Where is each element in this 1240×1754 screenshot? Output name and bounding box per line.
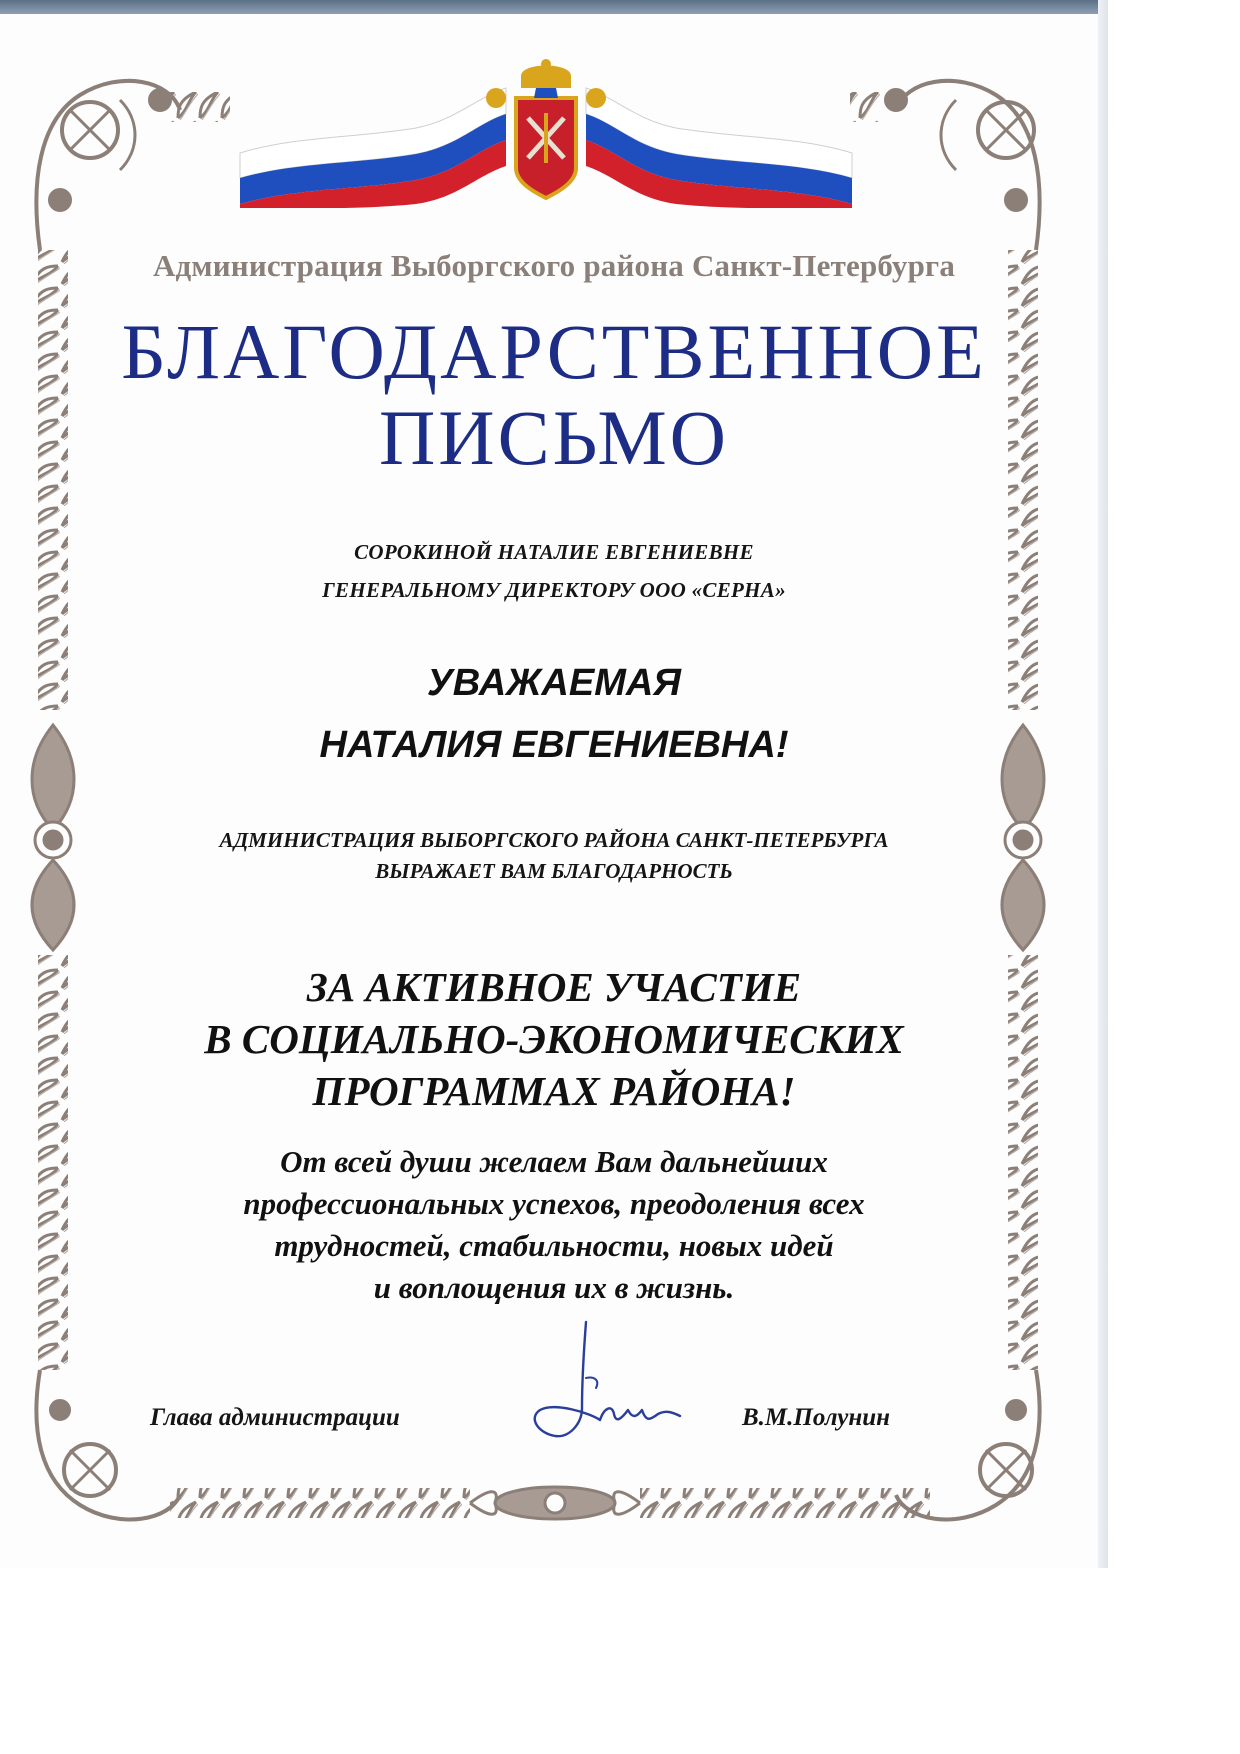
flag-ribbon-right: [586, 88, 852, 208]
coat-of-arms-emblem: [236, 58, 856, 208]
recipient-name: СОРОКИНОЙ НАТАЛИЕ ЕВГЕНИЕВНЕ: [354, 540, 754, 564]
wishes-line-1: От всей души желаем Вам дальнейших: [280, 1144, 828, 1179]
organization-header: Администрация Выборгского района Санкт-Петербурга: [152, 248, 956, 283]
signatory-position: Глава администрации: [150, 1404, 400, 1431]
frame-bottom-center-ornament: [470, 1487, 640, 1519]
greeting-line-2: НАТАЛИЯ ЕВГЕНИЕВНА!: [319, 724, 789, 766]
reason-line-3: ПРОГРАММАХ РАЙОНА!: [312, 1068, 796, 1114]
frame-corner-top-left: [36, 81, 180, 250]
flag-ribbon-left: [240, 88, 506, 208]
signatory-name: В.М.Полунин: [742, 1404, 890, 1431]
wishes-line-2: профессиональных успехов, преодоления всех: [243, 1186, 865, 1221]
reason-line-1: ЗА АКТИВНОЕ УЧАСТИЕ: [306, 964, 802, 1010]
document-title-line-2: ПИСЬМО: [378, 394, 730, 481]
wishes-line-4: и воплощения их в жизнь.: [373, 1270, 735, 1305]
greeting-line-1: УВАЖАЕМАЯ: [427, 662, 681, 704]
frame-corner-top-right: [886, 81, 1040, 250]
frame-bottom-rope-right: [640, 1488, 930, 1518]
statement-line-1: АДМИНИСТРАЦИЯ ВЫБОРГСКОГО РАЙОНА САНКТ-ПЕТЕРБУРГА: [219, 828, 889, 852]
frame-bottom-rope-left: [170, 1488, 470, 1518]
statement-line-2: ВЫРАЖАЕТ ВАМ БЛАГОДАРНОСТЬ: [375, 859, 733, 883]
reason-line-2: В СОЦИАЛЬНО-ЭКОНОМИЧЕСКИХ: [204, 1016, 904, 1062]
wishes-line-3: трудностей, стабильности, новых идей: [274, 1228, 834, 1263]
handwritten-signature: [520, 1318, 700, 1448]
frame-corner-bottom-left: [36, 1370, 180, 1519]
recipient-position: ГЕНЕРАЛЬНОМУ ДИРЕКТОРУ ООО «СЕРНА»: [322, 578, 786, 602]
document-title-line-1: БЛАГОДАРСТВЕННОЕ: [121, 308, 987, 395]
